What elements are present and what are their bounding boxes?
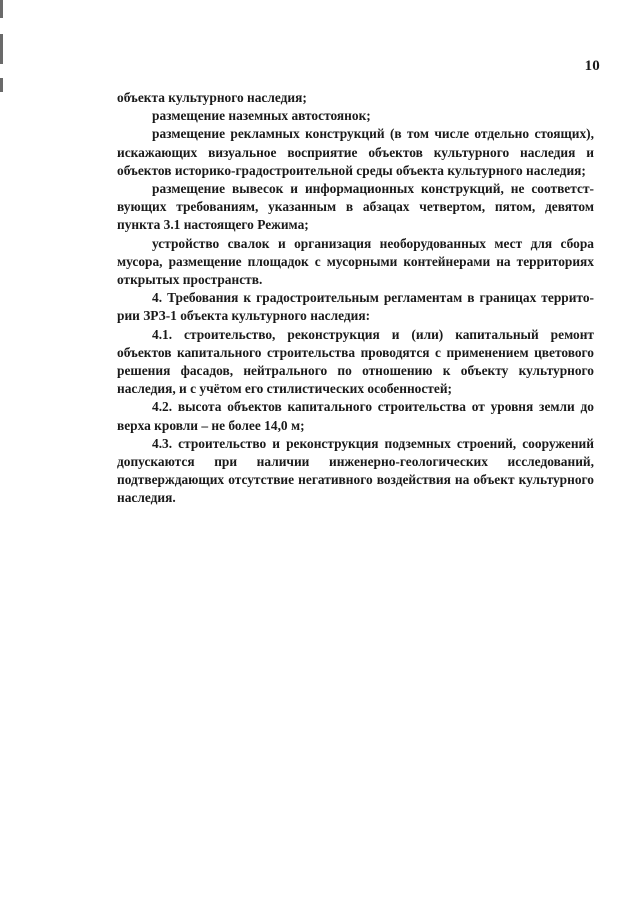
paragraph: 4.3. строительство и реконструкция подземных строений, сооружений допускаются при наличии инженерно-геологических исследований, подтверждающих отсутствие негативного воздействия на объект культурного наследия.	[117, 435, 594, 506]
paragraph: размещение рекламных конструкций (в том числе отдельно стоящих), искажающих визуальное восприятие объектов культурного наследия и объектов историко-градостроительной среды объекта культурного наследия;	[117, 126, 594, 178]
document-body	[117, 89, 594, 508]
page-number: 10	[584, 58, 600, 74]
paragraph: размещение наземных автостоянок;	[152, 108, 371, 124]
scan-edge-mark	[0, 34, 3, 64]
paragraph: 4.2. высота объектов капитального строительства от уровня земли до верха кровли – не более 14,0 м;	[117, 399, 594, 433]
paragraph: объекта культурного наследия;	[117, 90, 307, 105]
scan-edge-mark	[0, 78, 3, 92]
paragraph: размещение вывесок и информационных конструкций, не соответствующих требованиям, указанным в абзацах четвертом, пятом, девятом пункта 3.1 настоящего Режима;	[117, 181, 594, 233]
paragraph: 4.1. строительство, реконструкция и (или) капитальный ремонт объектов капитального строительства проводятся с применением цветового решения фасадов, нейтрального по отношению к объекту культурного наследия, и с учётом его стилистических особенностей;	[117, 326, 594, 397]
paragraph: устройство свалок и организация необорудованных мест для сбора мусора, размещение площадок с мусорными контейнерами на территориях открытых пространств.	[117, 235, 594, 288]
paragraph: 4. Требования к градостроительным регламентам в границах территории ЗРЗ-1 объекта культурного наследия:	[117, 290, 594, 324]
scan-edge-mark	[0, 0, 3, 18]
